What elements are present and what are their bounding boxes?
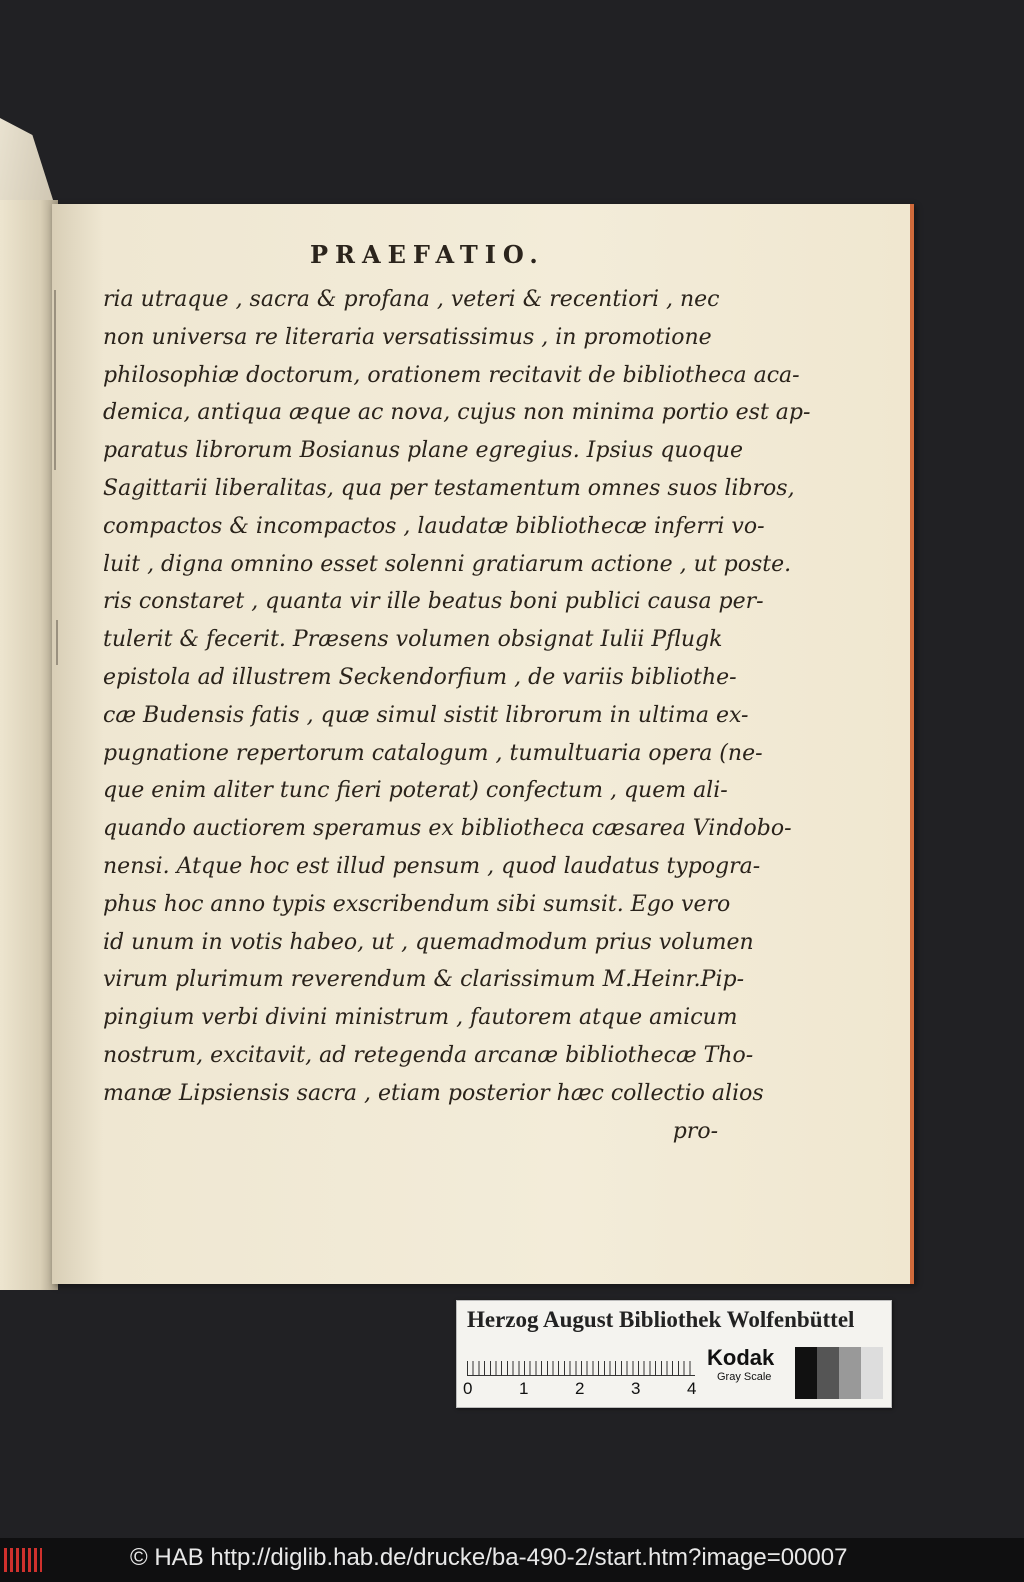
color-calibration-card bbox=[456, 1300, 892, 1408]
text-line: quando auctiorem speramus ex bibliotheca cæsarea Vindobo- bbox=[103, 816, 792, 842]
gutter-mark bbox=[54, 290, 56, 470]
gutter-mark bbox=[56, 620, 58, 665]
footer-url[interactable]: © HAB http://diglib.hab.de/drucke/ba-490-2/start.htm?image=00007 bbox=[130, 1544, 848, 1571]
text-line: luit , digna omnino esset solenni gratiarum actione , ut poste. bbox=[103, 551, 792, 577]
ruler-number: 1 bbox=[519, 1379, 529, 1398]
page-body-text bbox=[103, 281, 811, 1150]
hab-logo-icon bbox=[4, 1548, 42, 1572]
kodak-brand: Kodak bbox=[707, 1345, 775, 1370]
text-line: ria utraque , sacra & profana , veteri & recentiori , nec bbox=[103, 287, 720, 312]
text-line: compactos & incompactos , laudatæ bibliothecæ inferri vo- bbox=[103, 513, 765, 539]
text-line: pingium verbi divini ministrum , fautorem atque amicum bbox=[103, 1005, 738, 1031]
text-line: epistola ad illustrem Seckendorfium , de variis bibliothe- bbox=[103, 664, 737, 690]
library-name: Herzog August Bibliothek Wolfenbüttel bbox=[467, 1307, 855, 1332]
gray-scale-swatches bbox=[795, 1347, 883, 1399]
text-line: nensi. Atque hoc est illud pensum , quod laudatus typogra- bbox=[103, 853, 761, 879]
text-line: id unum in votis habeo, ut , quemadmodum prius volumen bbox=[103, 929, 754, 955]
text-line: paratus librorum Bosianus plane egregius. Ipsius quoque bbox=[103, 438, 743, 464]
catchword: pro- bbox=[672, 1118, 718, 1144]
text-line: tulerit & fecerit. Præsens volumen obsignat Iulii Pflugk bbox=[103, 627, 723, 653]
page-heading: PRAEFATIO. bbox=[310, 240, 545, 269]
gray-swatch bbox=[817, 1347, 839, 1399]
measurement-ruler bbox=[467, 1345, 695, 1376]
ruler-numbers bbox=[463, 1379, 703, 1399]
gray-swatch bbox=[839, 1347, 861, 1399]
text-line: virum plurimum reverendum & clarissimum M.Heinr.Pip- bbox=[103, 967, 745, 993]
text-line: nostrum, excitavit, ad retegenda arcanæ bibliothecæ Tho- bbox=[103, 1042, 754, 1068]
text-line: Sagittarii liberalitas, qua per testamentum omnes suos libros, bbox=[103, 475, 795, 501]
ruler-number: 4 bbox=[687, 1379, 697, 1398]
text-line: que enim aliter tunc fieri poterat) confectum , quem ali- bbox=[103, 778, 728, 804]
text-line: ris constaret , quanta vir ille beatus boni publici causa per- bbox=[103, 589, 764, 615]
facing-page-edge bbox=[0, 200, 58, 1290]
text-line: pugnatione repertorum catalogum , tumultuaria opera (ne- bbox=[103, 740, 763, 766]
gray-swatch bbox=[861, 1347, 883, 1399]
text-line: non universa re literaria versatissimus , in promotione bbox=[103, 324, 712, 350]
text-line: philosophiæ doctorum, orationem recitavit de bibliotheca aca- bbox=[103, 362, 800, 388]
ruler-number: 3 bbox=[631, 1379, 641, 1398]
footer-bar bbox=[0, 1538, 1024, 1582]
gray-scale-label: Gray Scale bbox=[717, 1371, 772, 1383]
gray-swatch bbox=[795, 1347, 817, 1399]
text-line: cæ Budensis fatis , quæ simul sistit librorum in ultima ex- bbox=[103, 702, 749, 728]
ruler-number: 0 bbox=[463, 1379, 473, 1398]
text-line: demica, antiqua æque ac nova, cujus non minima portio est ap- bbox=[103, 400, 811, 426]
ruler-number: 2 bbox=[575, 1379, 585, 1398]
text-line: phus hoc anno typis exscribendum sibi sumsit. Ego vero bbox=[103, 891, 731, 917]
text-line: manæ Lipsiensis sacra , etiam posterior hæc collectio alios bbox=[103, 1080, 764, 1106]
